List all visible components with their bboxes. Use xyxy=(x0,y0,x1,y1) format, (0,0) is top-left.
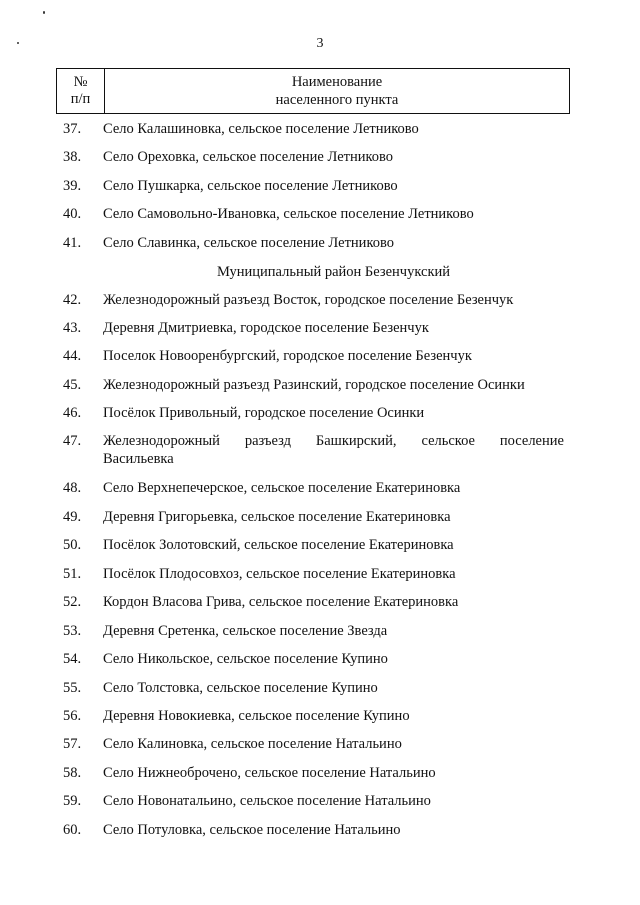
item-text-line2: Васильевка xyxy=(103,451,174,467)
item-number: 45. xyxy=(63,377,82,393)
item-number: 38. xyxy=(63,149,82,165)
item-text: Село Самовольно-Ивановка, сельское поселение Летниково xyxy=(103,206,474,222)
list-item xyxy=(56,792,570,810)
item-word: поселение xyxy=(499,433,564,449)
page-number: 3 xyxy=(316,36,324,51)
item-number: 42. xyxy=(63,292,82,308)
item-text: Село Никольское, сельское поселение Купино xyxy=(103,651,388,667)
item-text: Село Потуловка, сельское поселение Натальино xyxy=(103,822,401,838)
list-item xyxy=(56,821,570,839)
item-text: Село Толстовка, сельское поселение Купино xyxy=(103,680,378,696)
item-number: 51. xyxy=(63,566,82,582)
item-number: 41. xyxy=(63,235,82,251)
item-number: 59. xyxy=(63,793,82,809)
list-item xyxy=(56,622,570,640)
item-text-line1 xyxy=(103,432,564,450)
item-number: 52. xyxy=(63,594,82,610)
item-number: 48. xyxy=(63,480,82,496)
list-item xyxy=(56,679,570,697)
item-text: Деревня Сретенка, сельское поселение Звезда xyxy=(103,623,388,639)
item-number: 57. xyxy=(63,736,82,752)
list-item xyxy=(56,205,570,223)
item-number: 37. xyxy=(63,121,82,137)
list-item xyxy=(56,735,570,753)
header-name-line2: населенного пункта xyxy=(275,92,399,108)
header-number-cell xyxy=(57,69,105,113)
item-text: Село Нижнеоброчено, сельское поселение Натальино xyxy=(103,765,436,781)
list-item xyxy=(56,650,570,668)
list-item xyxy=(56,508,570,526)
item-text: Село Верхнепечерское, сельское поселение Екатериновка xyxy=(103,480,461,496)
list-item xyxy=(56,593,570,611)
item-text: Село Новонатальино, сельское поселение Натальино xyxy=(103,793,431,809)
header-name-line1: Наименование xyxy=(291,74,383,90)
item-text xyxy=(103,432,564,468)
list-item xyxy=(56,479,570,497)
list-item xyxy=(56,319,570,337)
item-text: Железнодорожный разъезд Восток, городское поселение Безенчук xyxy=(103,292,514,308)
item-word: сельское xyxy=(421,433,475,449)
list-item xyxy=(56,432,570,468)
list-item xyxy=(56,536,570,554)
item-text: Посёлок Привольный, городское поселение Осинки xyxy=(103,405,425,421)
item-number: 55. xyxy=(63,680,82,696)
list-item xyxy=(56,120,570,138)
item-number: 53. xyxy=(63,623,82,639)
item-number: 60. xyxy=(63,822,82,838)
item-text: Село Калиновка, сельское поселение Натальино xyxy=(103,736,402,752)
list-item xyxy=(56,565,570,583)
item-text: Посёлок Золотовский, сельское поселение Екатериновка xyxy=(103,537,454,553)
list-item xyxy=(56,291,570,309)
item-number: 58. xyxy=(63,765,82,781)
item-number: 54. xyxy=(63,651,82,667)
item-text: Село Ореховка, сельское поселение Летниково xyxy=(103,149,394,165)
item-number: 44. xyxy=(63,348,82,364)
item-text: Посёлок Плодосовхоз, сельское поселение Екатериновка xyxy=(103,566,456,582)
item-number: 40. xyxy=(63,206,82,222)
list-item xyxy=(56,404,570,422)
list-item xyxy=(56,234,570,252)
item-text: Село Калашиновка, сельское поселение Летниково xyxy=(103,121,419,137)
item-word: Железнодорожный xyxy=(103,433,220,449)
item-text: Село Славинка, сельское поселение Летниково xyxy=(103,235,394,251)
list-item xyxy=(56,707,570,725)
item-number: 43. xyxy=(63,320,82,336)
item-number: 49. xyxy=(63,509,82,525)
item-text: Кордон Власова Грива, сельское поселение Екатериновка xyxy=(103,594,459,610)
item-text: Деревня Новокиевка, сельское поселение Купино xyxy=(103,708,410,724)
item-text: Деревня Дмитриевка, городское поселение Безенчук xyxy=(103,320,429,336)
table-header xyxy=(56,68,570,114)
scan-speck xyxy=(43,11,45,14)
item-text: Село Пушкарка, сельское поселение Летниково xyxy=(103,178,398,194)
list-item xyxy=(56,376,570,394)
item-number: 39. xyxy=(63,178,82,194)
item-word: разъезд xyxy=(244,433,291,449)
header-number-symbol: № xyxy=(73,74,88,90)
list-item xyxy=(56,347,570,365)
item-text: Поселок Новооренбургский, городское поселение Безенчук xyxy=(103,348,472,364)
item-number: 50. xyxy=(63,537,82,553)
section-title: Муниципальный район Безенчукский xyxy=(216,264,451,280)
list-item xyxy=(56,148,570,166)
item-number: 47. xyxy=(63,433,82,449)
list-item xyxy=(56,177,570,195)
list-item xyxy=(56,764,570,782)
item-text: Железнодорожный разъезд Разинский, городское поселение Осинки xyxy=(103,377,525,393)
header-name-cell xyxy=(105,69,569,113)
item-number: 56. xyxy=(63,708,82,724)
item-number: 46. xyxy=(63,405,82,421)
item-word: Башкирский, xyxy=(315,433,397,449)
header-number-abbrev: п/п xyxy=(70,91,91,107)
item-text: Деревня Григорьевка, сельское поселение Екатериновка xyxy=(103,509,451,525)
